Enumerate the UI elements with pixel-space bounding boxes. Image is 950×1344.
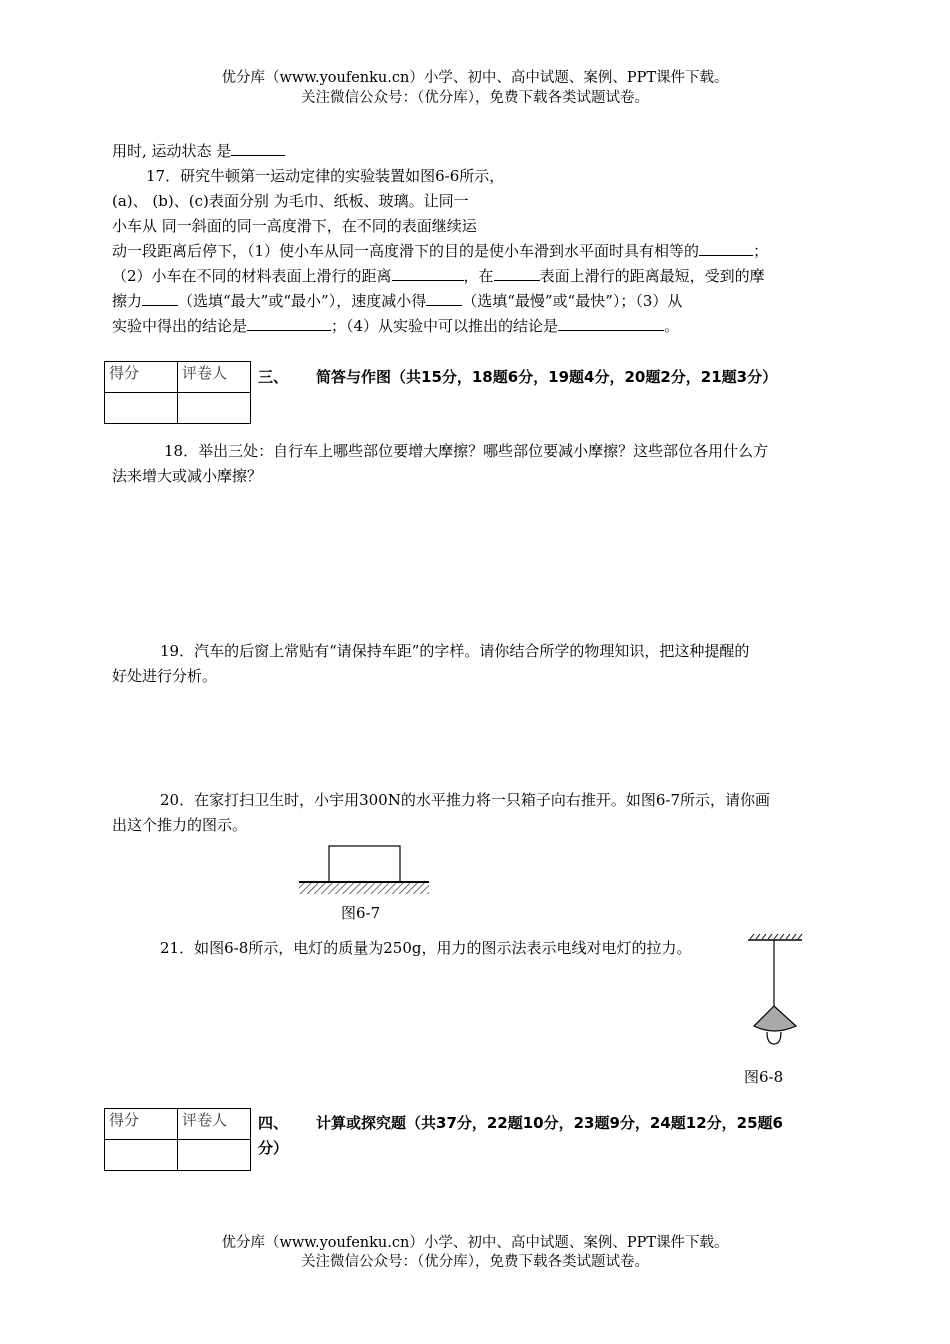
q17-line-6-c: （选填“最慢”或“最快”）；（3）从 — [462, 292, 683, 310]
q16-tail — [112, 140, 285, 161]
section-4-number: 四、 — [258, 1114, 289, 1132]
q17-line-4-text: 动一段距离后停下，（1）使小车从同一高度滑下的目的是使小车滑到水平面时具有相等的 — [112, 242, 700, 260]
score-header: 得分 — [105, 362, 178, 393]
q17-blank-4[interactable] — [142, 290, 178, 306]
q17-blank-1[interactable] — [699, 240, 753, 256]
section-3-number: 三、 — [258, 368, 289, 386]
q17-line-7 — [112, 315, 679, 336]
q19-line-2: 好处进行分析。 — [112, 667, 218, 685]
q21-line-1: 21．如图6-8所示，电灯的质量为250g，用力的图示法表示电线对电灯的拉力。 — [160, 939, 692, 957]
q17-blank-6[interactable] — [247, 315, 331, 331]
q17-line-6-a: 擦力 — [112, 292, 143, 310]
q17-line-5-b: ，在 — [463, 267, 494, 285]
grader-header: 评卷人 — [178, 1109, 251, 1140]
q16-answer-blank[interactable] — [231, 140, 285, 156]
q17-line-5-c: 表面上滑行的距离最短，受到的摩 — [539, 267, 765, 285]
footer-line-1: 优分库（www.youfenku.cn）小学、初中、高中试题、案例、PPT课件下载。 — [221, 1235, 729, 1251]
score-table-section-4 — [104, 1108, 251, 1171]
q17-line-3: 小车从 同一斜面的同一高度滑下，在不同的表面继续运 — [112, 217, 477, 235]
q17-line-7-a: 实验中得出的结论是 — [112, 317, 248, 335]
score-cell[interactable] — [105, 393, 178, 424]
q20-line-1: 20．在家打扫卫生时，小宇用300N的水平推力将一只箱子向右推开。如图6-7所示，请你画 — [160, 791, 771, 809]
q18-line-2: 法来增大或减小摩擦？ — [112, 467, 263, 485]
ceiling-hatch — [750, 934, 802, 939]
figure-6-7-caption: 图6-7 — [341, 904, 381, 922]
ground-hatch — [299, 883, 429, 894]
figure-6-8-caption: 图6-8 — [744, 1068, 784, 1086]
q17-line-5 — [112, 265, 765, 286]
q17-line-1: 17．研究牛顿第一运动定律的实验装置如图6-6所示， — [146, 167, 505, 185]
lamp-shade — [754, 1006, 796, 1031]
q18-line-1: 18．举出三处：自行车上哪些部位要增大摩擦？哪些部位要减小摩擦？这些部位各用什么方 — [164, 442, 769, 460]
q20-line-2: 出这个推力的图示。 — [112, 816, 248, 834]
q17-line-4 — [112, 240, 768, 261]
q17-blank-5[interactable] — [426, 290, 462, 306]
section-4-title-line-1: 计算或探究题（共37分，22题10分，23题9分，24题12分，25题6 — [316, 1114, 783, 1132]
grader-cell[interactable] — [178, 1140, 251, 1171]
score-header: 得分 — [105, 1109, 178, 1140]
score-table-section-3 — [104, 361, 251, 424]
section-3-title: 简答与作图（共15分，18题6分，19题4分，20题2分，21题3分） — [316, 368, 778, 386]
q17-blank-2[interactable] — [392, 265, 464, 281]
light-bulb — [767, 1032, 781, 1044]
q17-line-6-b: （选填“最大”或“最小”），速度减小得 — [178, 292, 427, 310]
q16-tail-text: 用时, 运动状态 是 — [112, 142, 232, 160]
q17-line-7-b: ；（4）从实验中可以推出的结论是 — [331, 317, 559, 335]
q17-line-2: (a)、 (b)、(c)表面分别 为毛巾、纸板、玻璃。让同一 — [112, 192, 469, 210]
q17-line-5-a: （2）小车在不同的材料表面上滑行的距离 — [112, 267, 392, 285]
footer-line-2: 关注微信公众号：（优分库），免费下载各类试题试卷。 — [301, 1254, 649, 1270]
q19-line-1: 19．汽车的后窗上常贴有“请保持车距”的字样。请你结合所学的物理知识，把这种提醒的 — [160, 642, 750, 660]
q17-line-4-end: ； — [753, 242, 769, 260]
q17-blank-3[interactable] — [494, 265, 540, 281]
q17-blank-7[interactable] — [558, 315, 664, 331]
q17-line-7-c: 。 — [664, 317, 680, 335]
grader-header: 评卷人 — [178, 362, 251, 393]
box-shape — [329, 846, 400, 882]
q17-line-6 — [112, 290, 682, 311]
figure-6-7 — [295, 842, 435, 898]
section-4-title-line-2: 分） — [258, 1139, 289, 1157]
header-line-1: 优分库（www.youfenku.cn）小学、初中、高中试题、案例、PPT课件下载。 — [221, 70, 729, 86]
header-line-2: 关注微信公众号：（优分库），免费下载各类试题试卷。 — [301, 90, 649, 106]
figure-6-8 — [740, 928, 812, 1052]
grader-cell[interactable] — [178, 393, 251, 424]
score-cell[interactable] — [105, 1140, 178, 1171]
